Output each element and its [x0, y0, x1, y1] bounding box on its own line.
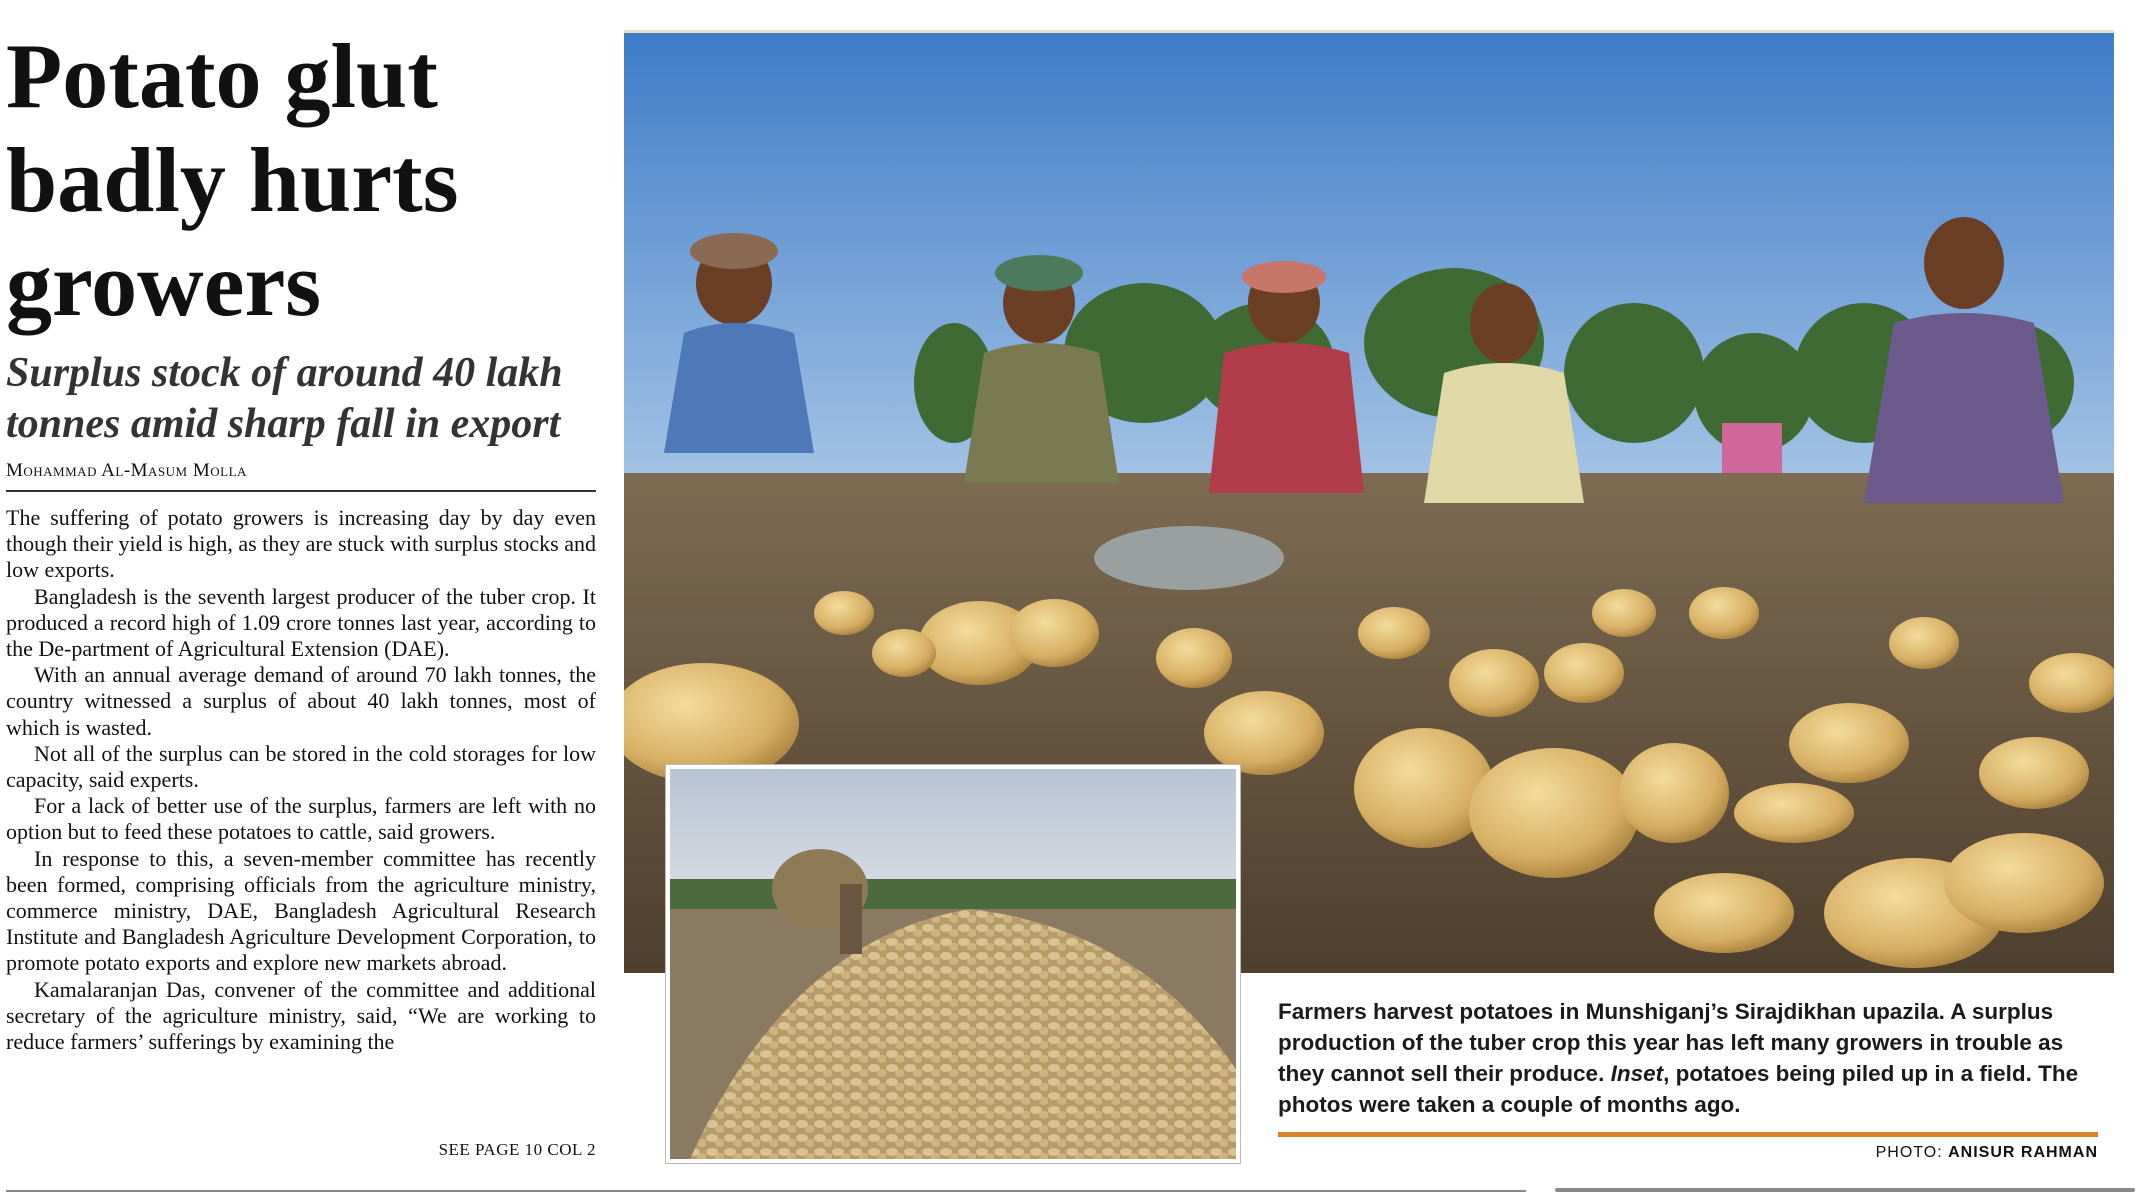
credit-name: ANISUR RAHMAN: [1948, 1144, 2098, 1161]
continued-jump-line: SEE PAGE 10 COL 2: [438, 1140, 596, 1159]
paragraph: The suffering of potato growers is increasing day by day even though their yield is high, as they are stuck with surplus stocks and low exports.: [6, 505, 596, 583]
inset-photo: [666, 765, 1240, 1163]
subheadline: Surplus stock of around 40 lakh tonnes amid sharp fall in export: [6, 350, 563, 447]
byline: Mohammad Al-Masum Molla: [6, 460, 596, 492]
bottom-rule-right: [1555, 1188, 2135, 1192]
paragraph: Not all of the surplus can be stored in the cold storages for low capacity, said experts.: [6, 740, 596, 793]
paragraph: In response to this, a seven-member committee has recently been formed, comprising officials from the agriculture ministry, commerce ministry, DAE, Bangladesh Agricultural Research Institute and Bangladesh Agriculture Development Corporation, to promote potato exports and explore new markets abroad.: [6, 845, 596, 976]
caption-text: Farmers harvest potatoes in Munshiganj’s Sirajdikhan upazila. A surplus production of the tuber crop this year has left many growers in trouble as they cannot sell their produce.: [1278, 999, 2064, 1086]
paragraph: Kamalaranjan Das, convener of the committee and additional secretary of the agriculture ministry, said, “We are working to reduce farmers’ sufferings by examining the: [6, 976, 596, 1055]
paragraph: Bangladesh is the seventh largest producer of the tuber crop. It produced a record high of 1.09 crore tonnes last year, according to the De-partment of Agricultural Extension (DAE).: [6, 583, 596, 662]
paragraph: For a lack of better use of the surplus, farmers are left with no option but to feed these potatoes to cattle, said growers.: [6, 793, 596, 845]
worker: [840, 884, 862, 954]
article-body: [6, 505, 596, 1055]
photo-caption: [1278, 996, 2098, 1137]
paragraph: With an annual average demand of around 70 lakh tonnes, the country witnessed a surplus of about 40 lakh tonnes, most of which is wasted.: [6, 662, 596, 740]
photo-credit: [1640, 1144, 2098, 1162]
headline: Potato glut badly hurts growers: [6, 25, 459, 335]
caption-inset-label: Inset: [1610, 1061, 1664, 1086]
inset-trees: [670, 879, 1236, 909]
bottom-rule: [6, 1190, 1526, 1192]
caption-text: , potatoes being piled up in a field. The photos were taken a couple of months ago.: [1278, 1061, 2079, 1117]
metal-basin: [1094, 526, 1284, 590]
credit-label: PHOTO:: [1875, 1144, 1943, 1161]
